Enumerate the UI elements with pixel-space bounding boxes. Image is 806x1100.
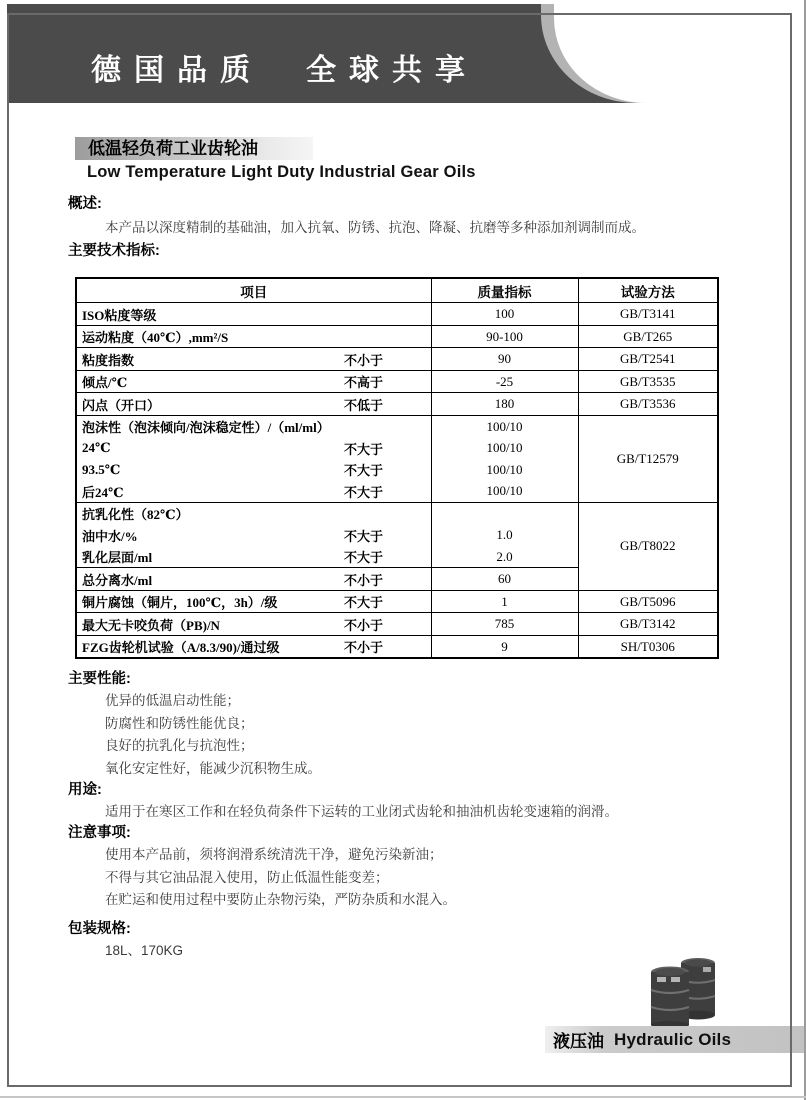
performance-list — [0, 690, 806, 780]
spec-table-header-row — [76, 278, 718, 303]
text-line: 氧化安定性好，能减少沉积物生成。 — [105, 760, 321, 776]
packaging-heading: 包装规格: — [68, 920, 131, 937]
spec-row — [76, 370, 718, 393]
spec-method-cell: GB/T3535 — [578, 370, 718, 393]
spec-condition-label: 不大于 — [344, 528, 384, 544]
spec-item-label: 油中水/% — [82, 528, 138, 544]
spec-method-cell: GB/T12579 — [578, 415, 718, 502]
spec-item-label: 闪点（开口） — [82, 397, 161, 413]
spec-condition-label: 不小于 — [344, 352, 384, 368]
spec-value-cell: 785 — [431, 613, 578, 636]
spec-value-cell: 100/10 — [431, 437, 578, 459]
spec-value-cell: 100/10 — [431, 459, 578, 481]
spec-method-cell: GB/T3141 — [578, 303, 718, 326]
spec-item-cell — [76, 437, 431, 459]
spec-col-header: 质量指标 — [431, 278, 578, 303]
spec-value-cell — [431, 502, 578, 524]
spec-col-header: 项目 — [76, 278, 431, 303]
spec-item-label: ISO粘度等级 — [82, 307, 157, 323]
spec-col-header: 试验方法 — [578, 278, 718, 303]
spec-item-label: 24℃ — [82, 440, 111, 456]
spec-value-cell: 90 — [431, 348, 578, 371]
product-title-bar — [75, 137, 313, 160]
overview-heading: 概述: — [68, 196, 102, 212]
spec-item-cell — [76, 415, 431, 437]
spec-value-cell: 1.0 — [431, 524, 578, 546]
text-line: 不得与其它油品混入使用，防止低温性能变差； — [105, 869, 389, 885]
spec-item-cell — [76, 524, 431, 546]
text-line: 在贮运和使用过程中要防止杂物污染，严防杂质和水混入。 — [105, 892, 456, 908]
spec-value-cell: 180 — [431, 393, 578, 416]
spec-method-cell: SH/T0306 — [578, 635, 718, 658]
spec-row — [76, 502, 718, 524]
usage-heading: 用途: — [68, 782, 102, 799]
spec-row — [76, 635, 718, 658]
spec-item-cell — [76, 348, 431, 371]
spec-item-label: 抗乳化性（82℃） — [82, 507, 189, 523]
banner-slogan: 德国品质 全球共享 — [91, 54, 478, 87]
spec-item-label: 倾点/℃ — [82, 375, 128, 391]
spec-item-cell — [76, 370, 431, 393]
text-line: 18L、170KG — [105, 942, 184, 958]
spec-item-cell — [76, 459, 431, 481]
spec-item-cell — [76, 480, 431, 502]
spec-value-cell: 90-100 — [431, 325, 578, 348]
spec-item-label: 乳化层面/ml — [82, 550, 153, 566]
performance-heading: 主要性能: — [68, 671, 131, 688]
spec-item-cell — [76, 393, 431, 416]
text-line: 优异的低温启动性能； — [105, 693, 240, 709]
spec-condition-label: 不小于 — [344, 617, 384, 633]
usage-list — [0, 801, 806, 823]
spec-item-cell — [76, 568, 431, 591]
spec-item-cell — [76, 303, 431, 326]
spec-value-cell: 9 — [431, 635, 578, 658]
spec-item-label: 总分离水/ml — [82, 572, 153, 588]
oil-drums-icon — [645, 955, 721, 1029]
spec-row — [76, 393, 718, 416]
spec-row — [76, 325, 718, 348]
spec-value-cell: 2.0 — [431, 546, 578, 568]
text-line: 使用本产品前，须将润滑系统清洗干净，避免污染新油； — [105, 847, 443, 863]
spec-condition-label: 不大于 — [344, 463, 384, 479]
spec-condition-label: 不小于 — [344, 640, 384, 656]
spec-method-cell: GB/T2541 — [578, 348, 718, 371]
spec-item-label: 后24℃ — [82, 484, 124, 500]
spec-item-label: FZG齿轮机试验（A/8.3/90)/通过级 — [82, 640, 280, 656]
spec-value-cell: 100 — [431, 303, 578, 326]
text-line: 适用于在寒区工作和在轻负荷条件下运转的工业闭式齿轮和抽油机齿轮变速箱的润滑。 — [105, 804, 618, 820]
spec-condition-label: 不大于 — [344, 595, 384, 611]
footer-category-en: Hydraulic Oils — [614, 1029, 732, 1049]
spec-item-label: 运动粘度（40℃）,mm²/S — [82, 330, 229, 346]
spec-condition-label: 不大于 — [344, 550, 384, 566]
spec-row — [76, 303, 718, 326]
scan-edge-bottom — [0, 1096, 806, 1098]
spec-value-cell: 100/10 — [431, 415, 578, 437]
document-body — [0, 103, 806, 962]
spec-item-label: 铜片腐蚀（铜片，100℃，3h）/级 — [82, 595, 278, 611]
spec-item-label: 最大无卡咬负荷（PB)/N — [82, 617, 220, 633]
spec-method-cell: GB/T8022 — [578, 502, 718, 590]
text-line: 防腐性和防锈性能优良； — [105, 715, 254, 731]
spec-row — [76, 590, 718, 613]
spec-value-cell: 100/10 — [431, 480, 578, 502]
footer-category-bar — [545, 1026, 806, 1053]
spec-row — [76, 415, 718, 437]
notes-heading: 注意事项: — [68, 825, 131, 842]
product-title-zh: 低温轻负荷工业齿轮油 — [88, 139, 258, 158]
spec-condition-label: 不高于 — [344, 375, 384, 391]
footer-category-zh: 液压油 — [553, 1032, 604, 1051]
spec-value-cell: -25 — [431, 370, 578, 393]
spec-table — [75, 277, 719, 659]
spec-method-cell: GB/T5096 — [578, 590, 718, 613]
spec-item-cell — [76, 613, 431, 636]
spec-row — [76, 348, 718, 371]
text-line: 良好的抗乳化与抗泡性； — [105, 738, 254, 754]
spec-condition-label: 不大于 — [344, 484, 384, 500]
product-title-en: Low Temperature Light Duty Industrial Gear Oils — [87, 163, 476, 181]
spec-item-cell — [76, 325, 431, 348]
specs-heading: 主要技术指标: — [68, 243, 160, 260]
spec-item-label: 粘度指数 — [82, 352, 135, 368]
overview-text: 本产品以深度精制的基础油，加入抗氧、防锈、抗泡、降凝、抗磨等多种添加剂调制而成。 — [105, 220, 645, 235]
spec-value-cell: 1 — [431, 590, 578, 613]
spec-condition-label: 不大于 — [344, 441, 384, 457]
spec-item-cell — [76, 635, 431, 658]
notes-list — [0, 844, 806, 911]
spec-item-cell — [76, 590, 431, 613]
spec-item-cell — [76, 502, 431, 524]
spec-value-cell: 60 — [431, 568, 578, 591]
spec-method-cell: GB/T265 — [578, 325, 718, 348]
spec-method-cell: GB/T3142 — [578, 613, 718, 636]
spec-method-cell: GB/T3536 — [578, 393, 718, 416]
spec-item-cell — [76, 546, 431, 568]
spec-condition-label: 不小于 — [344, 572, 384, 588]
spec-row — [76, 613, 718, 636]
spec-item-label: 泡沫性（泡沫倾向/泡沫稳定性）/（ml/ml） — [82, 420, 330, 436]
spec-condition-label: 不低于 — [344, 397, 384, 413]
spec-item-label: 93.5℃ — [82, 461, 121, 477]
